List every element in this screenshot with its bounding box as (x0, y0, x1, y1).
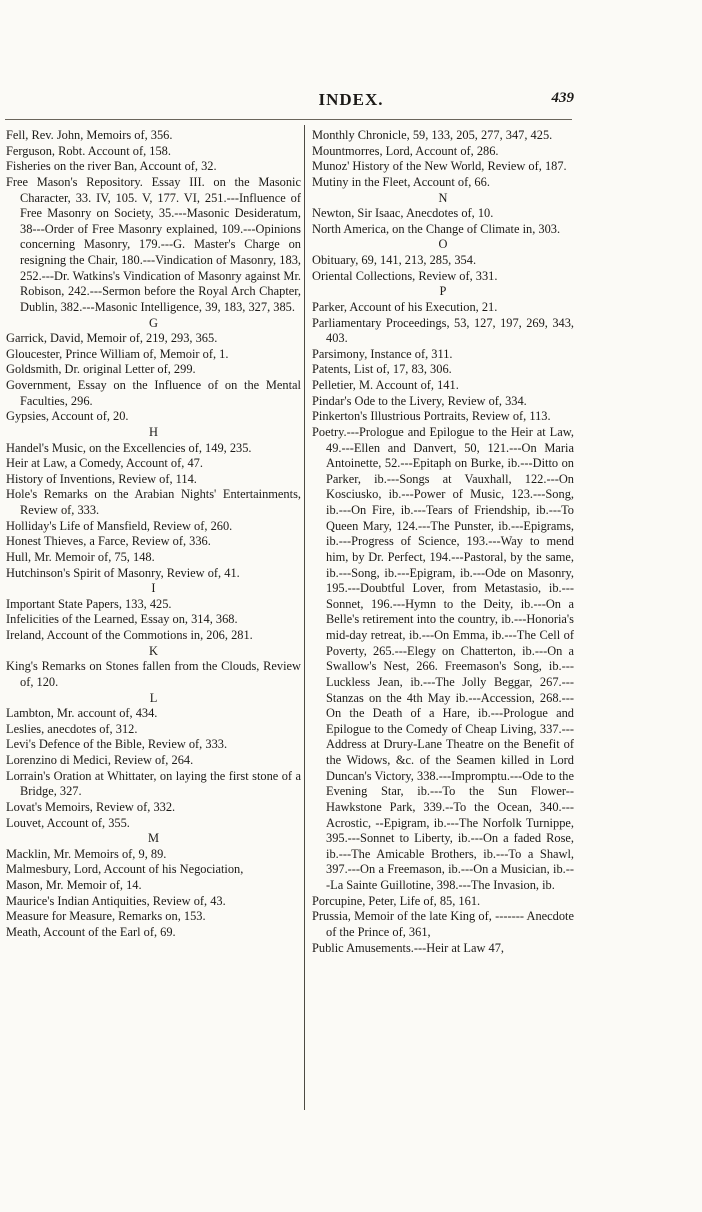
index-entry: Poetry.---Prologue and Epilogue to the Heir at Law, 49.---Ellen and Danvert, 50, 121.---On Maria Antoinette, 52.---Epitaph on Burke, ib.---Ditto on Parker, ib.---Songs at Vauxhall, 122.---On Kosciusko, ib.---Power of Music, 123.---Song, ib.---On Fire, ib.---Tears of Friendship, ib.---To Queen Mary, 124.---The Punster, ib.---Epigrams, ib.---Progress of Science, 193.---Way to mend him, by Dr. Perfect, 194.---Pastoral, by the same, ib.---Song, ib.---Epigram, ib.---Ode on Masonry, 195.---Doubtful Lover, from Metastasio, ib.---Sonnet, 196.---Hymn to the Deity, ib.---On a Belle's retirement into the country, ib.---Honoria's mid-day retreat, ib.---On Emma, ib.---The Cell of Poverty, 265.---Elegy on Chatterton, ib.---On a Swallow's Nest, 266. Freemason's Song, ib.---Luckless Jean, ib.---The Jolly Beggar, 267.---Stanzas on the 4th May ib.---Accession, 268.---On the Death of a Hare, ib.---Prologue and Epilogue to the Comedy of Cheap Living, 337.---Address at Drury-Lane Theatre on the Benefit of the Widows, &c. of the Seamen killed in Lord Duncan's Victory, 338.---Impromptu.---Ode to the Evening Star, ib.---To the Sun Flower-- Hawkstone Park, 339.--To the Ocean, 340.---Acrostic, --Epigram, ib.---The Norfolk Turnippe, 395.---Sonnet to Liberty, ib.---On a faded Rose, ib.---The Amicable Brothers, ib.---To a Shawl, 397.---On a Freemason, ib.---On a Musician, ib.---La Sainte Guillotine, 398.---The Invasion, ib. (312, 424, 574, 892)
index-entry: Gloucester, Prince William of, Memoir of, 1. (6, 346, 229, 361)
index-entry: Monthly Chronicle, 59, 133, 205, 277, 347, 425. (312, 128, 553, 142)
right-column (312, 128, 574, 956)
index-entry: Important State Papers, 133, 425. (6, 596, 172, 611)
index-entry: Parker, Account of his Execution, 21. (312, 299, 498, 314)
index-entry: Hutchinson's Spirit of Masonry, Review of, 41. (6, 565, 240, 580)
index-entry: Prussia, Memoir of the late King of, ------- Anecdote of the Prince of, 361, (312, 909, 574, 939)
index-entry: Mountmorres, Lord, Account of, 286. (312, 143, 499, 158)
index-entry: Garrick, David, Memoir of, 219, 293, 365. (6, 331, 218, 346)
section-letter: O (438, 237, 448, 252)
index-entry: Free Mason's Repository. Essay III. on the Masonic Character, 33. IV, 105. V, 177. VI, 251.---Influence of Free Masonry on Society, 35.---Masonic Desideratum, 38---Order of Free Masonry explained, 109.---Opinions concerning Masonry, 179.---G. Master's Charge on resigning the Chair, 180.---Vindication of Masonry, 183, 252.---Dr. Watkins's Vindication of Masonry against Mr. Robison, 242.---Sermon before the Royal Arch Chapter, Dublin, 382.---Masonic Intelligence, 39, 183, 327, 385. (6, 174, 301, 314)
index-entry: Lorrain's Oration at Whittater, on laying the first stone of a Bridge, 327. (6, 768, 301, 799)
index-entry: Munoz' History of the New World, Review of, 187. (312, 159, 567, 174)
section-letter: H (149, 424, 158, 439)
index-entry: Parliamentary Proceedings, 53, 127, 197, 269, 343, 403. (312, 315, 574, 346)
index-entry: Hole's Remarks on the Arabian Nights' Entertainments, Review of, 333. (6, 487, 301, 517)
index-entry: Goldsmith, Dr. original Letter of, 299. (6, 362, 196, 377)
index-entry: Infelicities of the Learned, Essay on, 314, 368. (6, 612, 238, 627)
index-entry: History of Inventions, Review of, 114. (6, 471, 197, 486)
index-entry: Heir at Law, a Comedy, Account of, 47. (6, 456, 203, 471)
index-entry: Public Amusements.---Heir at Law 47, (312, 940, 505, 955)
index-entry: Holliday's Life of Mansfield, Review of, 260. (6, 518, 233, 533)
index-entry: Maurice's Indian Antiquities, Review of, 43. (6, 893, 226, 908)
index-entry: Levi's Defence of the Bible, Review of, 333. (6, 737, 228, 752)
index-entry: Honest Thieves, a Farce, Review of, 336. (6, 534, 211, 549)
index-entry: Lorenzino di Medici, Review of, 264. (6, 753, 194, 767)
page-title: INDEX. (318, 90, 384, 109)
left-column (6, 128, 301, 941)
section-letter: G (149, 315, 158, 330)
index-entry: Gypsies, Account of, 20. (6, 409, 129, 424)
index-entry: Measure for Measure, Remarks on, 153. (6, 909, 206, 924)
page-number: 439 (551, 90, 574, 106)
index-entry: Louvet, Account of, 355. (6, 815, 130, 830)
index-entry: Oriental Collections, Review of, 331. (312, 268, 498, 283)
index-entry: Obituary, 69, 141, 213, 285, 354. (312, 253, 477, 267)
index-entry: Ireland, Account of the Commotions in, 206, 281. (6, 628, 253, 642)
index-entry: Handel's Music, on the Excellencies of, 149, 235. (6, 440, 252, 455)
index-entry: Lovat's Memoirs, Review of, 332. (6, 799, 176, 814)
section-letter: M (147, 831, 160, 846)
index-entry: Fell, Rev. John, Memoirs of, 356. (6, 128, 173, 142)
index-entry: Mason, Mr. Memoir of, 14. (6, 878, 142, 892)
section-letter: I (151, 581, 156, 596)
index-entry: Meath, Account of the Earl of, 69. (6, 924, 176, 939)
index-entry: Parsimony, Instance of, 311. (312, 346, 453, 361)
index-entry: Mutiny in the Fleet, Account of, 66. (312, 174, 490, 189)
index-entry: Government, Essay on the Influence of on the Mental Faculties, 296. (6, 378, 301, 408)
header-rule (5, 119, 572, 120)
page-header (0, 90, 702, 116)
index-entry: Fisheries on the river Ban, Account of, 32. (6, 159, 217, 174)
index-entry: Lambton, Mr. account of, 434. (6, 706, 158, 721)
section-letter: L (149, 690, 158, 705)
index-entry: North America, on the Change of Climate in, 303. (312, 221, 561, 236)
index-entry: Newton, Sir Isaac, Anecdotes of, 10. (312, 206, 494, 221)
index-entry: Patents, List of, 17, 83, 306. (312, 362, 452, 377)
index-entry: Malmesbury, Lord, Account of his Negociation, (6, 862, 244, 877)
index-entry: Pinkerton's Illustrious Portraits, Review of, 113. (312, 409, 551, 424)
index-entry: Ferguson, Robt. Account of, 158. (6, 143, 171, 158)
section-letter: P (439, 284, 447, 299)
index-entry: Leslies, anecdotes of, 312. (6, 721, 138, 736)
index-entry: Hull, Mr. Memoir of, 75, 148. (6, 549, 155, 564)
section-letter: K (149, 643, 158, 658)
column-divider (304, 125, 305, 1110)
index-entry: Pelletier, M. Account of, 141. (312, 378, 459, 392)
section-letter: N (438, 190, 448, 205)
index-entry: Pindar's Ode to the Livery, Review of, 334. (312, 393, 527, 408)
index-entry: Porcupine, Peter, Life of, 85, 161. (312, 893, 481, 908)
index-entry: King's Remarks on Stones fallen from the Clouds, Review of, 120. (6, 659, 301, 689)
index-entry: Macklin, Mr. Memoirs of, 9, 89. (6, 846, 167, 861)
